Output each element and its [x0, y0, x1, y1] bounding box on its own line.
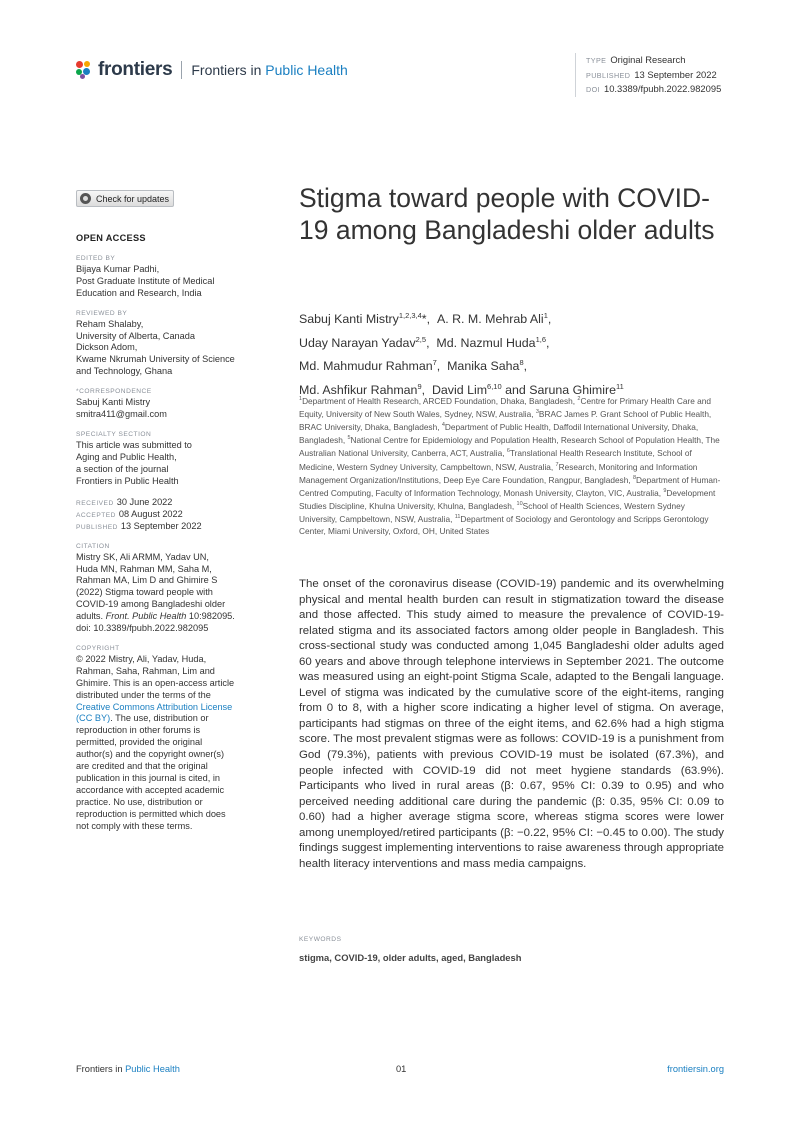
affiliations [299, 394, 724, 537]
doi[interactable]: 10.3389/fpubh.2022.982095 [603, 83, 722, 94]
affiliation: $^4$Department of Public Health, Daffodil International University, Dhaka, Bangladesh, [299, 422, 699, 446]
edited-by: Bijaya Kumar Padhi, Post Graduate Institute of Medical Education and Research, India [76, 263, 215, 298]
article-type: Original Research [610, 54, 686, 65]
affiliation: $^8$Department of Human-Centred Computing, Faculty of Information Technology, Monash University, Clayton, VIC, Australia, [299, 474, 721, 498]
correspondence-email[interactable]: smitra411@gmail.com [76, 409, 167, 420]
frontiers-logo[interactable] [76, 58, 348, 82]
author-name: Md. Ashfikur Rahman$^9$, [299, 381, 432, 397]
correspondence-name: Sabuj Kanti Mistry [76, 397, 151, 408]
affiliation: $^{10}$School of Health Sciences, Western Sydney University, Campbeltown, NSW, Australia, [299, 501, 685, 525]
article-meta: TYPE Original Research PUBLISHED 13 September 2022 DOI 10.3389/fpubh.2022.982095 [575, 53, 721, 97]
logo-divider [181, 61, 182, 79]
author-name: Sabuj Kanti Mistry$^{1,2,3,4}$*, [299, 311, 437, 327]
author-name: Saruna Ghimire$^{11}$ [529, 381, 624, 397]
received-date: 30 June 2022 [116, 496, 173, 507]
keywords: stigma, COVID-19, older adults, aged, Bangladesh [299, 952, 522, 963]
abstract: The onset of the coronavirus disease (COVID-19) pandemic and its overwhelming physical and mental health burden can result in stigmatization toward the disease and those affected. This study aimed to measure the prevalence of COVID-19-related stigma and its associated factors among older people in Bangladesh. This cross-sectional study was conducted among 1,045 Bangladeshi older adults aged 60 years and above through telephone interviews in September 2021. The outcome was measured using an eight-point Stigma Scale, adapted to the Bengali language. Level of stigma was indicated by the cumulative score of the eight-items, ranging from 0 to 8, with a higher score indicating a higher level of stigma. On average, participants had stigmas on three of the eight items, and 62.6% had a high stigma score. The most prevalent stigmas were as follows: COVID-19 is a punishment from God (79.3%), patients with previous COVID-19 must be isolated (67.3%), and people infected with COVID-19 did not meet hygiene standards (63.9%). Participants who lived in rural areas (β: 0.67, 95% CI: 0.39 to 0.95) and who perceived needing additional care during the pandemic (β: 0.35, 95% CI: 0.09 to 0.60) had a higher average stigma score, whereas stigma scores were lower among unemployed/retired participants (β: −0.22, 95% CI: −0.45 to 0.00). The study findings suggest implementing interventions to raise awareness through appropriate health literacy interventions and mass media campaigns. [299, 578, 724, 870]
keywords-label: KEYWORDS [299, 936, 342, 943]
affiliation: $^{11}$Department of Sociology and Gerontology and Scripps Gerontology Center, Miami University, Oxford, OH, United States [299, 514, 709, 536]
frontiers-logo-icon [76, 61, 94, 79]
affiliation: $^2$Centre for Primary Health Care and Equity, University of New South Wales, Sydney, NSW, Australia, [299, 395, 711, 419]
site-link[interactable]: frontiersin.org [667, 1064, 724, 1074]
article-title: Stigma toward people with COVID-19 among Bangladeshi older adults [299, 183, 715, 245]
author-name: Md. Nazmul Huda$^{1,6}$, [436, 334, 550, 350]
author-list [299, 306, 739, 400]
sidebar-published-date: 13 September 2022 [120, 520, 202, 531]
author-name: Uday Narayan Yadav$^{2,5}$, [299, 334, 437, 350]
affiliation: $^3$BRAC James P. Grant School of Public Health, BRAC University, Dhaka, Bangladesh, [299, 408, 712, 433]
footer-journal: Frontiers in Public Health [76, 1064, 180, 1074]
affiliation: $^9$Development Studies Discipline, Khulna University, Khulna, Bangladesh, [299, 487, 716, 512]
copyright: © 2022 Mistry, Ali, Yadav, Huda, Rahman, Saha, Rahman, Lim and Ghimire. This is an open-access article distributed under the terms of the Creative Commons Attribution License (CC BY). The use, distribution or reproduction in other forums is permitted, provided the original author(s) and the copyright owner(s) are credited and that the original publication in this journal is cited, in accordance with accepted academic practice. No use, distribution or reproduction is permitted which does not comply with these terms. [76, 653, 235, 831]
dates: RECEIVED 30 June 2022 ACCEPTED 08 August 2022 PUBLISHED 13 September 2022 [76, 496, 202, 531]
author-name: A. R. M. Mehrab Ali$^1$, [436, 311, 552, 327]
cc-by-license-link[interactable]: Creative Commons Attribution License (CC BY) [76, 701, 233, 724]
affiliation: $^6$Translational Health Research Institute, School of Medicine, Western Sydney University, Campbeltown, NSW, Australia, [299, 448, 692, 472]
sidebar: OPEN ACCESS EDITED BY Bijaya Kumar Padhi, Post Graduate Institute of Medical Education and Research, India REVIEWED BY Reham Shalaby, University of Alberta, Canada Dickson Adom, Kwame Nkrumah University of Science and Technology, Ghana *CORRESPONDENCE Sabuj Kanti Mistry smitra411@gmail.com SPECIALTY SECTION This article was submitted to Aging and Public Health, a section of the journal Frontiers in Public Health RECEIVED 30 June 2022 ACCEPTED 08 August 2022 PUBLISHED 13 September 2022 CITATION Mistry SK, Ali ARMM, Yadav UN, Huda MN, Rahman MM, Saha M, Rahman MA, Lim D and Ghimire S (2022) Stigma toward people with COVID-19 among Bangladeshi older adults. Front. Public Health 10:982095. doi: 10.3389/fpubh.2022.982095 COPYRIGHT © 2022 Mistry, Ali, Yadav, Huda, Rahman, Saha, Rahman, Lim and Ghimire. This is an open-access article distributed under the terms of the Creative Commons Attribution License (CC BY). The use, distribution or reproduction in other forums is permitted, provided the original author(s) and the copyright owner(s) are credited and that the original publication in this journal is cited, in accordance with accepted academic practice. No use, distribution or reproduction is permitted which does not comply with these terms. [76, 233, 246, 833]
accepted-date: 08 August 2022 [118, 508, 183, 519]
reviewed-by: Reham Shalaby, University of Alberta, Canada Dickson Adom, Kwame Nkrumah University of Science and Technology, Ghana [76, 318, 235, 377]
specialty-section: This article was submitted to Aging and Public Health, a section of the journal Frontiers in Public Health [76, 439, 192, 486]
affiliation: $^5$National Centre for Epidemiology and Population Health, Research School of Population Health, The Australian National University, Canberra, ACT, Australia, [299, 435, 720, 459]
check-for-updates-button[interactable]: Check for updates [76, 190, 174, 207]
affiliation: $^7$Research, Monitoring and Information Management Organization/Institutions, Deep Eye Care Foundation, Rangpur, Bangladesh, [299, 461, 698, 485]
journal-name: Frontiers in Public Health [191, 62, 348, 78]
update-icon [80, 193, 91, 204]
author-name: David Lim$^{6,10}$ and [431, 381, 530, 397]
author-name: Manika Saha$^8$, [447, 358, 528, 374]
author-name: Md. Mahmudur Rahman$^7$, [299, 358, 448, 374]
published-date: 13 September 2022 [634, 68, 717, 80]
open-access-label: OPEN ACCESS [76, 233, 146, 243]
logo-word: frontiers [98, 59, 173, 80]
page-footer [76, 1064, 724, 1074]
affiliation: $^1$Department of Health Research, ARCED Foundation, Dhaka, Bangladesh, [299, 395, 578, 406]
page-number: 01 [396, 1064, 407, 1074]
citation: Mistry SK, Ali ARMM, Yadav UN, Huda MN, Rahman MM, Saha M, Rahman MA, Lim D and Ghimire S (2022) Stigma toward people with COVID-19 among Bangladeshi older adults. Front. Public Health 10:982095. doi: 10.3389/fpubh.2022.982095 [76, 551, 235, 634]
